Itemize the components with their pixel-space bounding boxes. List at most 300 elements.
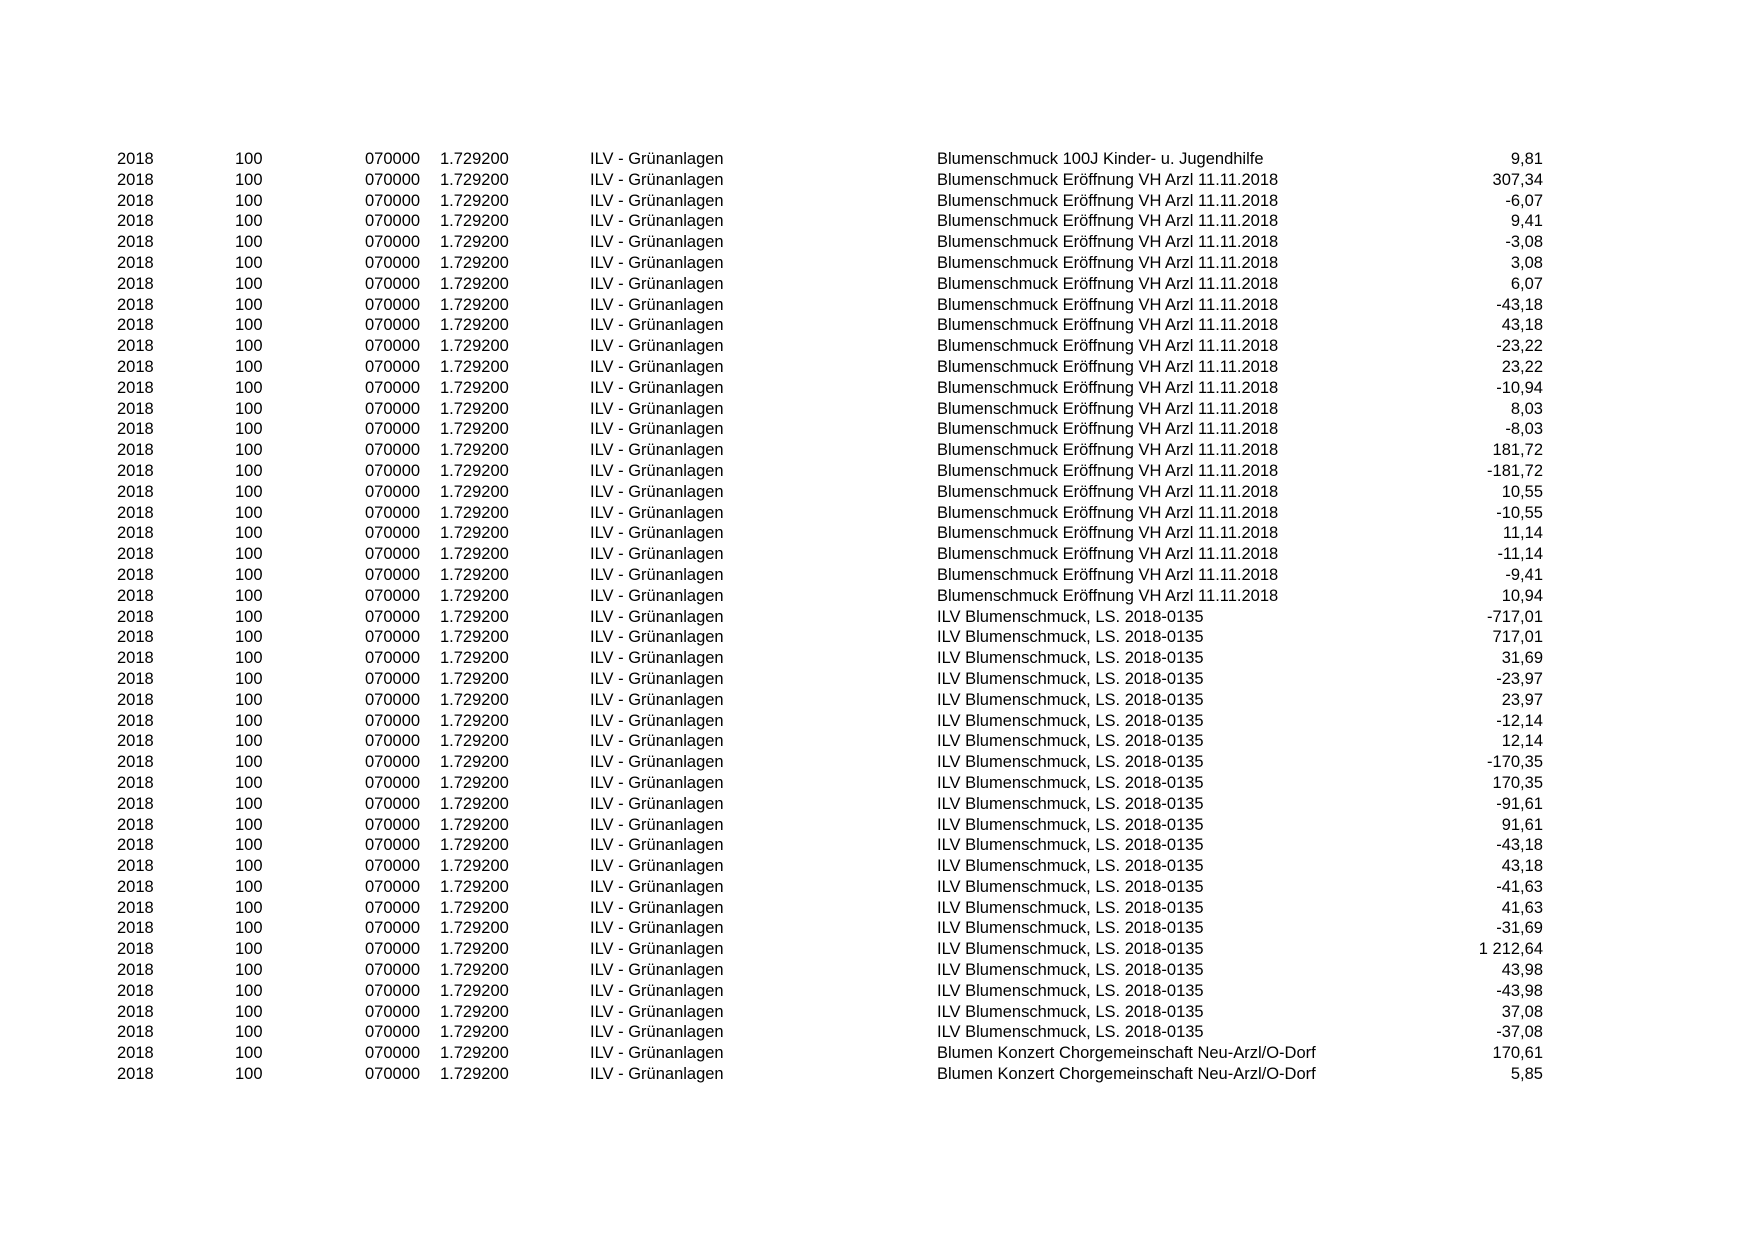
table-row (0, 981, 1754, 1002)
description-cell: ILV Blumenschmuck, LS. 2018-0135 (937, 794, 1204, 813)
category-cell: ILV - Grünanlagen (590, 233, 724, 252)
subaccount-cell: 1.729200 (440, 441, 509, 460)
code-cell: 100 (235, 316, 263, 335)
description-cell: Blumenschmuck Eröffnung VH Arzl 11.11.2018 (937, 482, 1279, 501)
category-cell: ILV - Grünanlagen (590, 316, 724, 335)
table-row (0, 794, 1754, 815)
year-cell: 2018 (117, 316, 154, 335)
description-cell: ILV Blumenschmuck, LS. 2018-0135 (937, 898, 1204, 917)
amount-cell: -11,14 (1497, 545, 1543, 564)
table-row (0, 835, 1754, 856)
table-row (0, 1022, 1754, 1043)
year-cell: 2018 (117, 898, 154, 917)
subaccount-cell: 1.729200 (440, 482, 509, 501)
code-cell: 100 (235, 233, 263, 252)
code-cell: 100 (235, 753, 263, 772)
amount-cell: -43,98 (1496, 981, 1543, 1000)
account-cell: 070000 (365, 503, 421, 522)
category-cell: ILV - Grünanlagen (590, 399, 724, 418)
table-row (0, 773, 1754, 794)
category-cell: ILV - Grünanlagen (590, 961, 724, 980)
year-cell: 2018 (117, 420, 154, 439)
description-cell: Blumenschmuck Eröffnung VH Arzl 11.11.2018 (937, 399, 1279, 418)
code-cell: 100 (235, 607, 263, 626)
account-cell: 070000 (365, 357, 421, 376)
subaccount-cell: 1.729200 (440, 295, 509, 314)
table-row (0, 419, 1754, 440)
category-cell: ILV - Grünanlagen (590, 628, 724, 647)
category-cell: ILV - Grünanlagen (590, 981, 724, 1000)
amount-cell: -170,35 (1487, 753, 1543, 772)
subaccount-cell: 1.729200 (440, 337, 509, 356)
category-cell: ILV - Grünanlagen (590, 898, 724, 917)
code-cell: 100 (235, 150, 263, 168)
amount-cell: 1 212,64 (1478, 940, 1543, 959)
subaccount-cell: 1.729200 (440, 981, 509, 1000)
table-row (0, 711, 1754, 732)
account-cell: 070000 (365, 732, 421, 751)
amount-cell: -12,14 (1496, 711, 1543, 730)
year-cell: 2018 (117, 981, 154, 1000)
amount-cell: 8,03 (1510, 399, 1543, 418)
subaccount-cell: 1.729200 (440, 191, 509, 210)
subaccount-cell: 1.729200 (440, 961, 509, 980)
description-cell: ILV Blumenschmuck, LS. 2018-0135 (937, 1023, 1204, 1042)
year-cell: 2018 (117, 857, 154, 876)
account-cell: 070000 (365, 669, 421, 688)
description-cell: ILV Blumenschmuck, LS. 2018-0135 (937, 919, 1204, 938)
subaccount-cell: 1.729200 (440, 940, 509, 959)
description-cell: ILV Blumenschmuck, LS. 2018-0135 (937, 628, 1204, 647)
category-cell: ILV - Grünanlagen (590, 919, 724, 938)
code-cell: 100 (235, 898, 263, 917)
account-cell: 070000 (365, 981, 421, 1000)
amount-cell: -23,97 (1496, 669, 1543, 688)
category-cell: ILV - Grünanlagen (590, 191, 724, 210)
year-cell: 2018 (117, 794, 154, 813)
account-cell: 070000 (365, 649, 421, 668)
account-cell: 070000 (365, 877, 421, 896)
table-row (0, 815, 1754, 836)
account-cell: 070000 (365, 337, 421, 356)
description-cell: Blumenschmuck 100J Kinder- u. Jugendhilfe (937, 150, 1264, 168)
year-cell: 2018 (117, 482, 154, 501)
table-row (0, 752, 1754, 773)
category-cell: ILV - Grünanlagen (590, 150, 724, 168)
description-cell: ILV Blumenschmuck, LS. 2018-0135 (937, 669, 1204, 688)
account-cell: 070000 (365, 316, 421, 335)
amount-cell: -37,08 (1496, 1023, 1543, 1042)
subaccount-cell: 1.729200 (440, 857, 509, 876)
amount-cell: 31,69 (1501, 649, 1543, 668)
amount-cell: -23,22 (1496, 337, 1543, 356)
year-cell: 2018 (117, 607, 154, 626)
subaccount-cell: 1.729200 (440, 420, 509, 439)
year-cell: 2018 (117, 586, 154, 605)
year-cell: 2018 (117, 274, 154, 293)
year-cell: 2018 (117, 461, 154, 480)
category-cell: ILV - Grünanlagen (590, 753, 724, 772)
amount-cell: 181,72 (1492, 441, 1543, 460)
account-cell: 070000 (365, 191, 421, 210)
description-cell: ILV Blumenschmuck, LS. 2018-0135 (937, 1002, 1204, 1021)
table-row (0, 315, 1754, 336)
account-cell: 070000 (365, 545, 421, 564)
year-cell: 2018 (117, 295, 154, 314)
account-cell: 070000 (365, 1023, 421, 1042)
table-row (0, 357, 1754, 378)
account-cell: 070000 (365, 586, 421, 605)
description-cell: Blumenschmuck Eröffnung VH Arzl 11.11.2018 (937, 274, 1279, 293)
table-row (0, 191, 1754, 212)
amount-cell: -43,18 (1496, 295, 1543, 314)
category-cell: ILV - Grünanlagen (590, 1044, 724, 1063)
code-cell: 100 (235, 690, 263, 709)
description-cell: Blumenschmuck Eröffnung VH Arzl 11.11.2018 (937, 337, 1279, 356)
account-cell: 070000 (365, 857, 421, 876)
code-cell: 100 (235, 1065, 263, 1084)
amount-cell: -8,03 (1505, 420, 1543, 439)
code-cell: 100 (235, 212, 263, 231)
code-cell: 100 (235, 940, 263, 959)
year-cell: 2018 (117, 212, 154, 231)
account-cell: 070000 (365, 898, 421, 917)
table-row (0, 440, 1754, 461)
category-cell: ILV - Grünanlagen (590, 586, 724, 605)
year-cell: 2018 (117, 1023, 154, 1042)
amount-cell: -31,69 (1496, 919, 1543, 938)
table-row (0, 731, 1754, 752)
subaccount-cell: 1.729200 (440, 1002, 509, 1021)
subaccount-cell: 1.729200 (440, 1044, 509, 1063)
category-cell: ILV - Grünanlagen (590, 836, 724, 855)
account-cell: 070000 (365, 295, 421, 314)
description-cell: Blumenschmuck Eröffnung VH Arzl 11.11.2018 (937, 295, 1279, 314)
description-cell: Blumen Konzert Chorgemeinschaft Neu-Arzl/O-Dorf (937, 1044, 1316, 1063)
amount-cell: -10,55 (1496, 503, 1543, 522)
description-cell: Blumenschmuck Eröffnung VH Arzl 11.11.2018 (937, 191, 1279, 210)
subaccount-cell: 1.729200 (440, 274, 509, 293)
code-cell: 100 (235, 274, 263, 293)
year-cell: 2018 (117, 732, 154, 751)
year-cell: 2018 (117, 150, 154, 168)
account-cell: 070000 (365, 378, 421, 397)
category-cell: ILV - Grünanlagen (590, 565, 724, 584)
amount-cell: 12,14 (1501, 732, 1543, 751)
subaccount-cell: 1.729200 (440, 773, 509, 792)
amount-cell: 43,18 (1501, 857, 1543, 876)
table-row (0, 503, 1754, 524)
table-row (0, 211, 1754, 232)
subaccount-cell: 1.729200 (440, 212, 509, 231)
table-row (0, 918, 1754, 939)
year-cell: 2018 (117, 815, 154, 834)
subaccount-cell: 1.729200 (440, 898, 509, 917)
year-cell: 2018 (117, 940, 154, 959)
category-cell: ILV - Grünanlagen (590, 690, 724, 709)
table-row (0, 669, 1754, 690)
description-cell: ILV Blumenschmuck, LS. 2018-0135 (937, 753, 1204, 772)
description-cell: ILV Blumenschmuck, LS. 2018-0135 (937, 773, 1204, 792)
amount-cell: -43,18 (1496, 836, 1543, 855)
table-row (0, 960, 1754, 981)
code-cell: 100 (235, 461, 263, 480)
description-cell: ILV Blumenschmuck, LS. 2018-0135 (937, 981, 1204, 1000)
category-cell: ILV - Grünanlagen (590, 940, 724, 959)
table-row (0, 607, 1754, 628)
category-cell: ILV - Grünanlagen (590, 170, 724, 189)
code-cell: 100 (235, 711, 263, 730)
year-cell: 2018 (117, 524, 154, 543)
amount-cell: 41,63 (1501, 898, 1543, 917)
description-cell: ILV Blumenschmuck, LS. 2018-0135 (937, 690, 1204, 709)
category-cell: ILV - Grünanlagen (590, 815, 724, 834)
category-cell: ILV - Grünanlagen (590, 378, 724, 397)
table-row (0, 461, 1754, 482)
amount-cell: -41,63 (1496, 877, 1543, 896)
year-cell: 2018 (117, 1065, 154, 1084)
account-cell: 070000 (365, 399, 421, 418)
code-cell: 100 (235, 649, 263, 668)
table-row (0, 1043, 1754, 1064)
code-cell: 100 (235, 794, 263, 813)
code-cell: 100 (235, 732, 263, 751)
subaccount-cell: 1.729200 (440, 357, 509, 376)
year-cell: 2018 (117, 961, 154, 980)
table-row (0, 170, 1754, 191)
subaccount-cell: 1.729200 (440, 732, 509, 751)
account-cell: 070000 (365, 170, 421, 189)
table-row (0, 939, 1754, 960)
subaccount-cell: 1.729200 (440, 1023, 509, 1042)
code-cell: 100 (235, 420, 263, 439)
code-cell: 100 (235, 482, 263, 501)
description-cell: Blumen Konzert Chorgemeinschaft Neu-Arzl/O-Dorf (937, 1065, 1316, 1084)
code-cell: 100 (235, 836, 263, 855)
code-cell: 100 (235, 961, 263, 980)
category-cell: ILV - Grünanlagen (590, 503, 724, 522)
description-cell: ILV Blumenschmuck, LS. 2018-0135 (937, 857, 1204, 876)
account-cell: 070000 (365, 233, 421, 252)
account-cell: 070000 (365, 815, 421, 834)
subaccount-cell: 1.729200 (440, 399, 509, 418)
table-row (0, 399, 1754, 420)
description-cell: Blumenschmuck Eröffnung VH Arzl 11.11.2018 (937, 253, 1279, 272)
amount-cell: 3,08 (1510, 253, 1543, 272)
category-cell: ILV - Grünanlagen (590, 337, 724, 356)
table-row (0, 1064, 1754, 1085)
description-cell: Blumenschmuck Eröffnung VH Arzl 11.11.2018 (937, 565, 1279, 584)
account-cell: 070000 (365, 253, 421, 272)
table-row (0, 274, 1754, 295)
description-cell: Blumenschmuck Eröffnung VH Arzl 11.11.2018 (937, 378, 1279, 397)
description-cell: Blumenschmuck Eröffnung VH Arzl 11.11.2018 (937, 524, 1279, 543)
description-cell: ILV Blumenschmuck, LS. 2018-0135 (937, 711, 1204, 730)
description-cell: ILV Blumenschmuck, LS. 2018-0135 (937, 961, 1204, 980)
category-cell: ILV - Grünanlagen (590, 669, 724, 688)
amount-cell: -181,72 (1487, 461, 1543, 480)
category-cell: ILV - Grünanlagen (590, 1002, 724, 1021)
category-cell: ILV - Grünanlagen (590, 212, 724, 231)
code-cell: 100 (235, 669, 263, 688)
table-row (0, 295, 1754, 316)
subaccount-cell: 1.729200 (440, 233, 509, 252)
year-cell: 2018 (117, 337, 154, 356)
account-cell: 070000 (365, 461, 421, 480)
code-cell: 100 (235, 337, 263, 356)
description-cell: Blumenschmuck Eröffnung VH Arzl 11.11.2018 (937, 357, 1279, 376)
table-row (0, 482, 1754, 503)
amount-cell: 307,34 (1492, 170, 1543, 189)
code-cell: 100 (235, 586, 263, 605)
category-cell: ILV - Grünanlagen (590, 1065, 724, 1084)
year-cell: 2018 (117, 649, 154, 668)
table-row (0, 1002, 1754, 1023)
account-cell: 070000 (365, 212, 421, 231)
account-cell: 070000 (365, 524, 421, 543)
amount-cell: 43,98 (1501, 961, 1543, 980)
account-cell: 070000 (365, 441, 421, 460)
account-cell: 070000 (365, 961, 421, 980)
code-cell: 100 (235, 857, 263, 876)
table-row (0, 253, 1754, 274)
description-cell: Blumenschmuck Eröffnung VH Arzl 11.11.2018 (937, 212, 1279, 231)
year-cell: 2018 (117, 357, 154, 376)
description-cell: Blumenschmuck Eröffnung VH Arzl 11.11.2018 (937, 545, 1279, 564)
code-cell: 100 (235, 877, 263, 896)
category-cell: ILV - Grünanlagen (590, 649, 724, 668)
year-cell: 2018 (117, 669, 154, 688)
description-cell: Blumenschmuck Eröffnung VH Arzl 11.11.2018 (937, 170, 1279, 189)
account-cell: 070000 (365, 794, 421, 813)
description-cell: Blumenschmuck Eröffnung VH Arzl 11.11.2018 (937, 316, 1279, 335)
category-cell: ILV - Grünanlagen (590, 274, 724, 293)
subaccount-cell: 1.729200 (440, 669, 509, 688)
table-row (0, 523, 1754, 544)
description-cell: ILV Blumenschmuck, LS. 2018-0135 (937, 815, 1204, 834)
subaccount-cell: 1.729200 (440, 524, 509, 543)
subaccount-cell: 1.729200 (440, 753, 509, 772)
code-cell: 100 (235, 295, 263, 314)
category-cell: ILV - Grünanlagen (590, 607, 724, 626)
subaccount-cell: 1.729200 (440, 628, 509, 647)
account-cell: 070000 (365, 773, 421, 792)
table-row (0, 690, 1754, 711)
code-cell: 100 (235, 170, 263, 189)
category-cell: ILV - Grünanlagen (590, 732, 724, 751)
code-cell: 100 (235, 1002, 263, 1021)
amount-cell: 170,35 (1492, 773, 1543, 792)
amount-cell: -6,07 (1505, 191, 1543, 210)
description-cell: Blumenschmuck Eröffnung VH Arzl 11.11.2018 (937, 503, 1279, 522)
description-cell: Blumenschmuck Eröffnung VH Arzl 11.11.2018 (937, 441, 1279, 460)
ledger-table (0, 149, 1754, 1085)
amount-cell: 9,41 (1510, 212, 1543, 231)
subaccount-cell: 1.729200 (440, 170, 509, 189)
code-cell: 100 (235, 524, 263, 543)
subaccount-cell: 1.729200 (440, 815, 509, 834)
amount-cell: 11,14 (1502, 524, 1543, 543)
amount-cell: -10,94 (1496, 378, 1543, 397)
code-cell: 100 (235, 378, 263, 397)
table-row (0, 232, 1754, 253)
code-cell: 100 (235, 919, 263, 938)
table-row (0, 336, 1754, 357)
category-cell: ILV - Grünanlagen (590, 441, 724, 460)
code-cell: 100 (235, 503, 263, 522)
amount-cell: 170,61 (1492, 1044, 1543, 1063)
table-row (0, 877, 1754, 898)
account-cell: 070000 (365, 607, 421, 626)
subaccount-cell: 1.729200 (440, 711, 509, 730)
account-cell: 070000 (365, 482, 421, 501)
category-cell: ILV - Grünanlagen (590, 461, 724, 480)
table-row (0, 149, 1754, 170)
amount-cell: 91,61 (1501, 815, 1543, 834)
amount-cell: 23,97 (1501, 690, 1543, 709)
year-cell: 2018 (117, 919, 154, 938)
account-cell: 070000 (365, 1065, 421, 1084)
category-cell: ILV - Grünanlagen (590, 794, 724, 813)
code-cell: 100 (235, 1023, 263, 1042)
subaccount-cell: 1.729200 (440, 649, 509, 668)
account-cell: 070000 (365, 1002, 421, 1021)
subaccount-cell: 1.729200 (440, 545, 509, 564)
account-cell: 070000 (365, 274, 421, 293)
year-cell: 2018 (117, 877, 154, 896)
description-cell: ILV Blumenschmuck, LS. 2018-0135 (937, 732, 1204, 751)
category-cell: ILV - Grünanlagen (590, 420, 724, 439)
subaccount-cell: 1.729200 (440, 253, 509, 272)
description-cell: Blumenschmuck Eröffnung VH Arzl 11.11.2018 (937, 420, 1279, 439)
table-row (0, 544, 1754, 565)
year-cell: 2018 (117, 565, 154, 584)
code-cell: 100 (235, 357, 263, 376)
amount-cell: 9,81 (1510, 150, 1543, 168)
account-cell: 070000 (365, 690, 421, 709)
amount-cell: -9,41 (1505, 565, 1543, 584)
year-cell: 2018 (117, 628, 154, 647)
description-cell: ILV Blumenschmuck, LS. 2018-0135 (937, 836, 1204, 855)
account-cell: 070000 (365, 836, 421, 855)
category-cell: ILV - Grünanlagen (590, 482, 724, 501)
subaccount-cell: 1.729200 (440, 690, 509, 709)
code-cell: 100 (235, 815, 263, 834)
year-cell: 2018 (117, 253, 154, 272)
subaccount-cell: 1.729200 (440, 1065, 509, 1084)
amount-cell: -717,01 (1487, 607, 1543, 626)
year-cell: 2018 (117, 711, 154, 730)
year-cell: 2018 (117, 773, 154, 792)
account-cell: 070000 (365, 420, 421, 439)
table-row (0, 898, 1754, 919)
year-cell: 2018 (117, 836, 154, 855)
table-row (0, 627, 1754, 648)
account-cell: 070000 (365, 565, 421, 584)
amount-cell: 10,94 (1501, 586, 1543, 605)
year-cell: 2018 (117, 441, 154, 460)
year-cell: 2018 (117, 545, 154, 564)
amount-cell: 43,18 (1501, 316, 1543, 335)
subaccount-cell: 1.729200 (440, 794, 509, 813)
year-cell: 2018 (117, 170, 154, 189)
description-cell: ILV Blumenschmuck, LS. 2018-0135 (937, 607, 1204, 626)
table-row (0, 856, 1754, 877)
category-cell: ILV - Grünanlagen (590, 253, 724, 272)
subaccount-cell: 1.729200 (440, 461, 509, 480)
code-cell: 100 (235, 628, 263, 647)
category-cell: ILV - Grünanlagen (590, 877, 724, 896)
